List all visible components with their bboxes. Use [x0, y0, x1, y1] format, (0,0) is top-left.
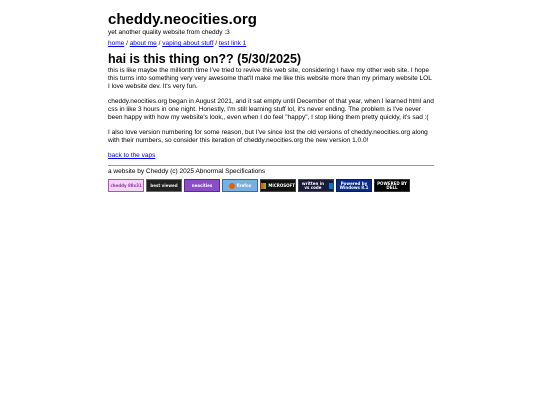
post-title: hai is this thing on?? (5/30/2025)	[108, 52, 302, 66]
dell-badge-icon[interactable]	[374, 179, 410, 192]
badge-label: MICROSOFT	[268, 182, 295, 188]
nav-link-test[interactable]: test link 1	[218, 40, 247, 47]
nav-link-about-me[interactable]: about me	[129, 40, 157, 47]
badge-label: firefox	[236, 182, 252, 188]
nav-link-vaping[interactable]: vaping about stuff	[162, 40, 214, 47]
post-paragraph-3: I also love version numbering for some reason, but I've since lost the old versions of cheddy.neocities.org along with their numbers, so consider this iteration of cheddy.neocities.org the new version 1.0.0!	[108, 129, 428, 144]
firefox-badge-icon[interactable]	[222, 179, 258, 192]
vscode-badge-icon[interactable]	[298, 179, 334, 192]
badge-label: neocities	[191, 182, 213, 188]
windows-badge-icon[interactable]	[336, 179, 372, 192]
page-content	[108, 11, 434, 192]
post-paragraph-2: cheddy.neocities.org began in August 2021, and it sat empty until December of that year, when I learned html and css in like 3 hours in one night. Honestly, I'm still learning stuff lol, it's never ending. The problem is I've never been happy with how my website's look,, even when I do feel "happy", I stop liking them pretty quickly, it's sad :(	[108, 98, 434, 121]
site-title: cheddy.neocities.org	[108, 11, 257, 28]
footer-divider	[108, 165, 434, 166]
badge-label: POWERED BY DELL	[377, 180, 407, 190]
badge-label: cheddy 88x31	[110, 182, 142, 188]
neocities-badge-icon[interactable]	[184, 179, 220, 192]
nav-separator: /	[124, 40, 130, 47]
site-tagline: yet another quality website from cheddy :3	[108, 29, 230, 36]
nav-link-home[interactable]: home	[108, 40, 125, 47]
nav-separator: /	[156, 40, 163, 47]
back-link[interactable]: back to the vaps	[108, 152, 156, 159]
microsoft-badge-icon[interactable]	[260, 179, 296, 192]
microsoft-logo-icon	[261, 183, 266, 189]
firefox-logo-icon	[229, 183, 235, 189]
badge-label: written in vs code	[301, 180, 324, 190]
badge-label: Powered by Windows 8.1	[339, 180, 369, 190]
footer-text: a website by Cheddy (c) 2025 Abnormal Specifications	[108, 168, 266, 175]
vscode-logo-icon	[329, 183, 333, 189]
cheddy-badge-icon[interactable]	[108, 179, 144, 192]
best-viewed-badge-icon[interactable]	[146, 179, 182, 192]
badge-row	[108, 179, 434, 192]
nav-bar	[108, 40, 434, 48]
nav-separator: /	[213, 40, 219, 47]
badge-label: best viewed	[150, 182, 178, 188]
post-paragraph-1: this is like maybe the millionth time I've tried to revive this web site, considering I have my other web site. I hope this turns into something very very awesome that'll make me like this website more than my primary website LOL I love website dev. It's very fun.	[108, 67, 432, 90]
